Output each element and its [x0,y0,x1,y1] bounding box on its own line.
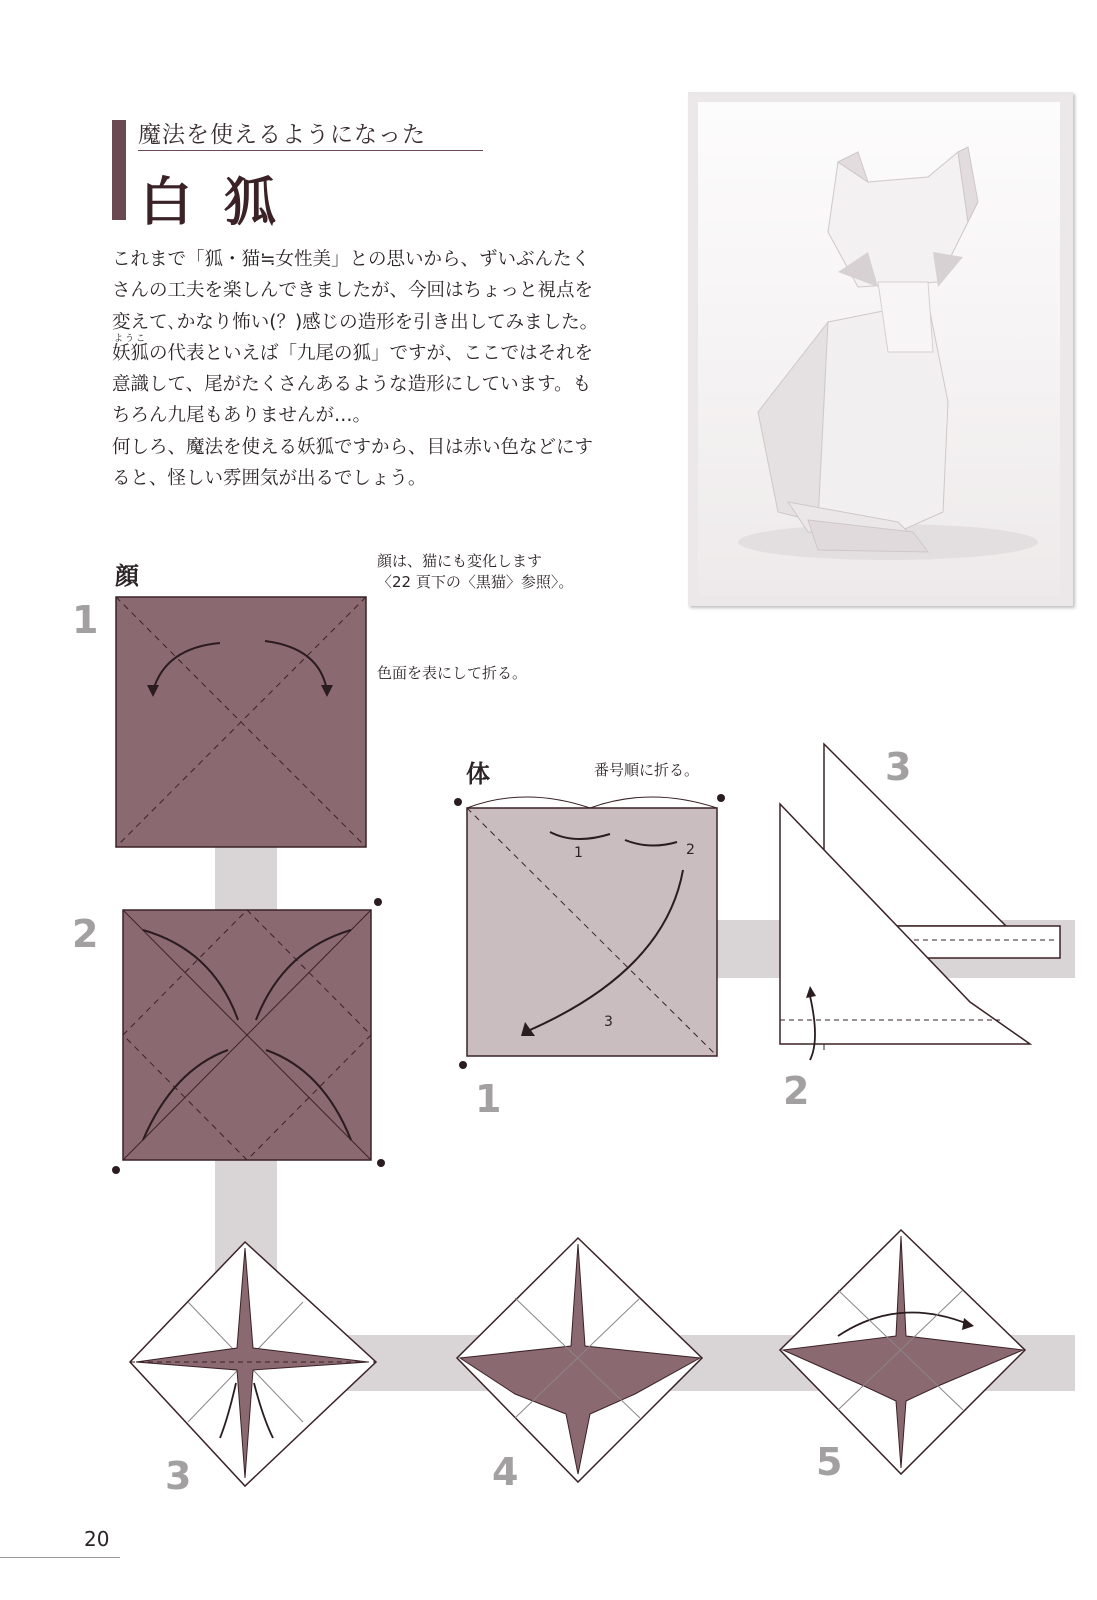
intro-line: 何しろ、魔法を使える妖狐ですから、目は赤い色などにす [112,436,594,458]
page-subtitle: 魔法を使えるようになった [138,122,426,148]
page-title: 白狐 [140,173,309,233]
face-step2-diagram [113,900,383,1170]
body-step2-3-diagram [770,740,1070,1080]
fox-model-illustration [698,102,1060,596]
face-note [377,551,573,593]
page-number: 20 [84,1527,110,1551]
face-step1-diagram [115,593,375,853]
face-step3-diagram [128,1238,378,1488]
body-fold-label: 2 [686,842,695,858]
subtitle-rule [138,150,483,151]
intro-text [112,244,652,494]
face-step-number: 3 [165,1454,192,1498]
face-step-number: 5 [816,1440,843,1484]
face-step-number: 2 [72,912,99,956]
intro-line: 変えて､かなり怖い(？)感じの造形を引き出してみました。 [112,311,599,333]
body-section-label: 体 [466,760,490,788]
body-instruction: 番号順に折る。 [594,761,700,779]
face-note-line: 顔は、猫にも変化します [377,552,543,570]
face-section-label: 顔 [115,562,139,590]
face-step-number: 4 [492,1450,519,1494]
ruby-yoko: ようこ [114,334,148,344]
fox-photo [698,102,1060,596]
body-step-number: 1 [475,1077,502,1121]
intro-line: ちろん九尾もありませんが…。 [112,405,372,427]
intro-line: 妖狐の代表といえば「九尾の狐」ですが、ここではそれを [112,342,594,364]
title-accent-bar [112,120,126,220]
intro-line: ると、怪しい雰囲気が出るでしょう。 [112,468,427,490]
intro-line: 意識して、尾がたくさんあるような造形にしています。も [112,374,592,396]
body-step-number: 2 [783,1069,810,1113]
page-number-rule [0,1557,120,1558]
face-instruction: 色面を表にして折る。 [377,664,528,682]
face-step-number: 1 [72,598,99,642]
body-step-number: 3 [885,745,912,789]
intro-line: さんの工夫を楽しんできましたが、今回はちょっと視点を [112,280,594,302]
body-fold-label: 3 [604,1014,613,1030]
face-note-line: 〈22 頁下の〈黒猫〉参照〉。 [377,573,574,591]
body-fold-label: 1 [574,845,583,861]
intro-line: これまで「狐・猫≒女性美」との思いから、ずいぶんたく [112,249,591,270]
face-step4-diagram [455,1234,705,1484]
face-step5-diagram [778,1226,1028,1476]
body-step1-diagram [455,790,725,1080]
